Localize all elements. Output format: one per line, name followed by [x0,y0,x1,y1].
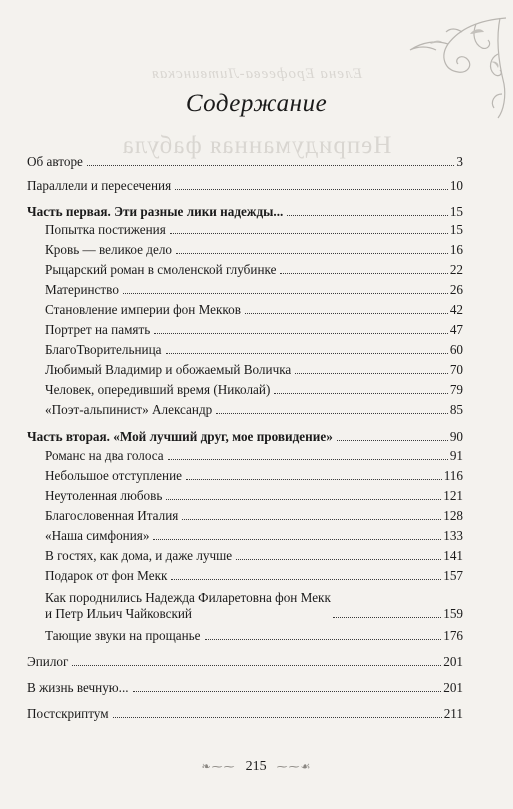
toc-leader-dots [175,189,448,190]
toc-part-heading [27,427,463,445]
toc-entry-title: «Наша симфония» [45,528,150,543]
toc-entry [45,240,463,258]
toc-entry-page: 22 [449,262,463,277]
toc-leader-dots [168,459,448,460]
toc-entry-title: Тающие звуки на прощанье [45,628,201,643]
toc-leader-dots [245,313,448,314]
toc-entry [45,280,463,298]
toc-entry-page: 201 [443,680,463,695]
toc-entry-title: «Поэт-альпинист» Александр [45,402,213,417]
toc-entry [27,704,463,722]
toc-entry-title: Подарок от фон Мекк [45,568,168,583]
toc-entry-title: Часть вторая. «Мой лучший друг, мое провидение» [27,429,333,444]
toc-entry-title: Небольшое отступление [45,468,183,483]
page-footer [0,757,513,775]
toc-entry-title: Становление империи фон Мекков [45,302,241,317]
toc-entry-title: Параллели и пересечения [27,178,172,193]
toc-entry-title: Рыцарский роман в смоленской глубинке [45,262,277,277]
toc-entry-page: 15 [449,222,463,237]
toc-entry-title: Материнство [45,282,119,297]
toc-entry [27,152,463,170]
toc-leader-dots [153,539,441,540]
toc-leader-dots [133,691,442,692]
toc-entry-page: 176 [443,628,463,643]
toc-entry [27,652,463,670]
toc-entry-page: 91 [449,448,463,463]
toc-leader-dots [182,519,441,520]
toc-leader-dots [280,273,447,274]
toc-entry-page: 116 [443,468,463,483]
toc-entry-title: Портрет на память [45,322,151,337]
toc-entry-title: Романс на два голоса [45,448,164,463]
toc-entry-title: Часть первая. Эти разные лики надежды... [27,204,284,219]
toc-leader-dots [166,499,441,500]
toc-entry-page: 121 [443,488,463,503]
toc-entry-title: Попытка постижения [45,222,166,237]
toc-leader-dots [72,665,441,666]
toc-leader-dots [154,333,448,334]
toc-entry-title: Об авторе [27,154,83,169]
toc-entry-page: 128 [443,508,463,523]
show-through-title: Непридуманная фабула [121,132,392,159]
toc-entry-page: 10 [449,178,463,193]
toc-entry [45,320,463,338]
toc-entry-title: Кровь — великое дело [45,242,173,257]
toc-entry [45,566,463,584]
toc-entry [45,526,463,544]
toc-entry-page: 47 [449,322,463,337]
toc-entry-page: 157 [443,568,463,583]
toc-entry-page: 85 [449,402,463,417]
toc-leader-dots [274,393,447,394]
toc-entry [45,546,463,564]
toc-entry-page: 90 [449,429,463,444]
toc-leader-dots [236,559,441,560]
toc-entry-title: В гостях, как дома, и даже лучше [45,548,233,563]
toc-entry [45,486,463,504]
toc-entry [45,400,463,418]
toc-entry [27,678,463,696]
page-title: Содержание [185,90,328,117]
toc-leader-dots [333,617,441,618]
toc-entry [45,626,463,644]
show-through-author: Елена Ерофеева-Литвинская [150,66,363,82]
toc-entry-title: Благословенная Италия [45,508,179,523]
toc-entry [45,586,463,622]
toc-entry-page: 141 [443,548,463,563]
toc-leader-dots [176,253,448,254]
toc-entry-title-block [45,590,331,622]
toc-leader-dots [166,353,448,354]
toc-entry-page: 16 [449,242,463,257]
toc-leader-dots [205,639,442,640]
toc-entry-title: Любимый Владимир и обожаемый Воличка [45,362,292,377]
footer-flourish-right-icon: ⁓⁓☙ [276,761,312,773]
toc-entry-page: 159 [443,606,463,621]
toc-leader-dots [295,373,448,374]
toc-entry-page: 201 [443,654,463,669]
toc-entry [27,176,463,194]
toc-leader-dots [170,233,448,234]
toc-entry-title: Как породнились Надежда Филаретовна фон Мекк [45,590,331,605]
toc-entry-page: 42 [449,302,463,317]
toc-leader-dots [87,165,454,166]
toc-part-heading [27,202,463,220]
toc-leader-dots [113,717,442,718]
toc-entry-page: 211 [443,706,463,721]
toc-entry [45,260,463,278]
toc-leader-dots [216,413,448,414]
toc-entry [45,220,463,238]
toc-entry-page: 70 [449,362,463,377]
toc-entry [45,360,463,378]
toc-entry-page: 15 [449,204,463,219]
footer-flourish-left-icon: ❧⁓⁓ [201,761,236,773]
toc-leader-dots [337,440,448,441]
toc-entry [45,380,463,398]
toc-entry [45,300,463,318]
toc-entry-title: БлагоТворительница [45,342,162,357]
toc-entry-page: 26 [449,282,463,297]
toc-entry-title: В жизнь вечную... [27,680,129,695]
toc-entry-page: 79 [449,382,463,397]
toc-entry [45,340,463,358]
toc-leader-dots [123,293,448,294]
toc-entry-title: Постскриптум [27,706,109,721]
toc-entry-page: 60 [449,342,463,357]
page-number: 215 [245,759,267,774]
toc-entry [45,506,463,524]
toc-leader-dots [186,479,442,480]
toc-entry-title-continued: и Петр Ильич Чайковский [45,606,192,621]
toc-entry-title: Неутоленная любовь [45,488,163,503]
toc-leader-dots [171,579,441,580]
toc-entry [45,466,463,484]
toc-entry-title: Эпилог [27,654,69,669]
toc-entry-title: Человек, опередивший время (Николай) [45,382,271,397]
toc-entry [45,446,463,464]
toc-leader-dots [287,215,447,216]
toc-entry-page: 133 [443,528,463,543]
toc-entry-page: 3 [456,154,463,169]
